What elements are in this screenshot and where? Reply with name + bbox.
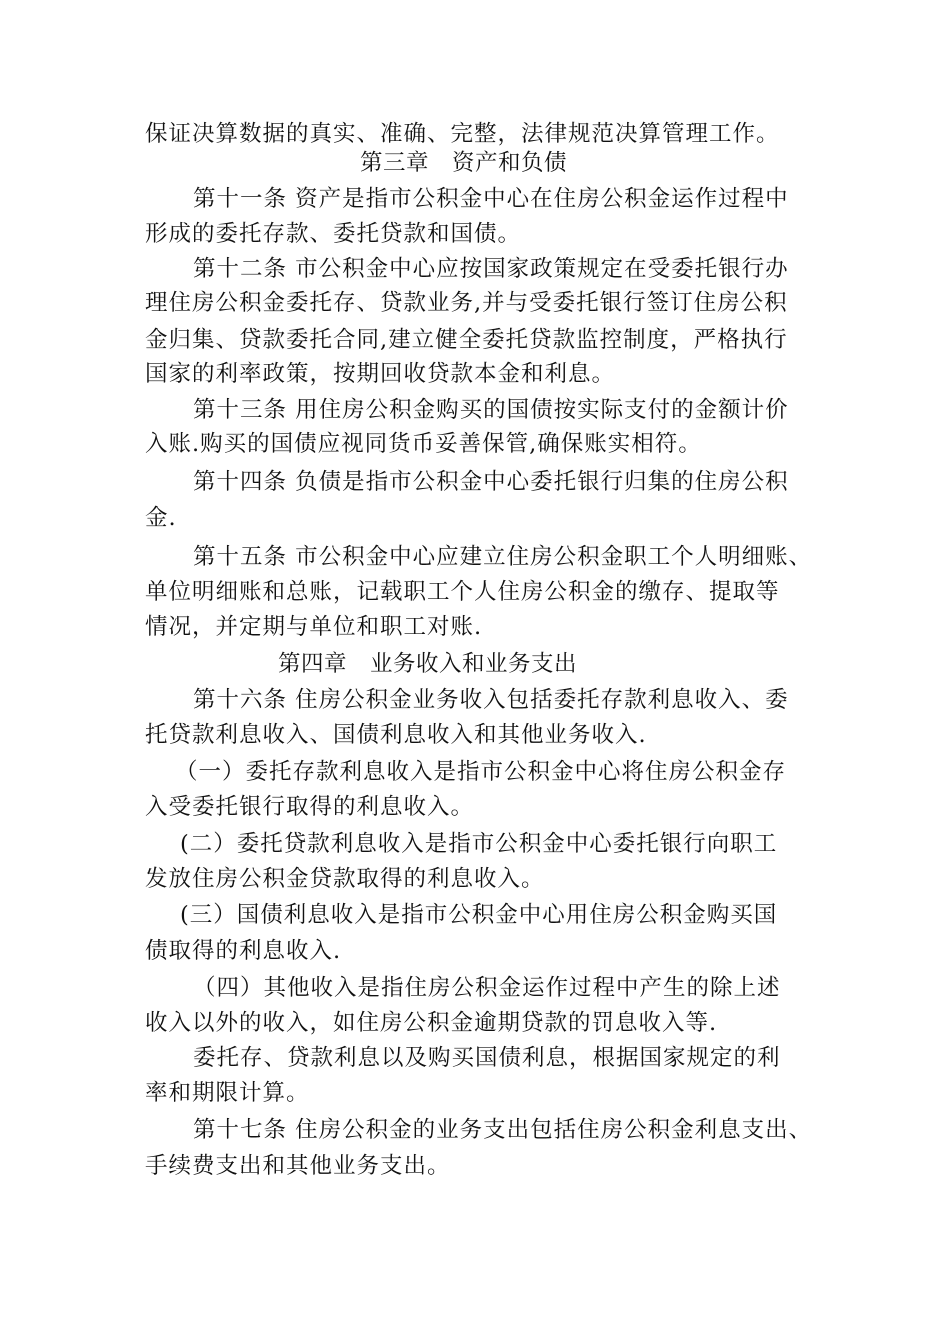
text-line: 托贷款利息收入、国债利息收入和其他业务收入. bbox=[145, 722, 647, 748]
text-line: 国家的利率政策，按期回收贷款本金和利息。 bbox=[145, 361, 616, 387]
text-line: 发放住房公积金贷款取得的利息收入。 bbox=[145, 866, 545, 892]
list-item-line: （一）委托存款利息收入是指市公积金中心将住房公积金存 bbox=[175, 759, 787, 785]
text-line: 债取得的利息收入. bbox=[145, 938, 342, 964]
list-item-line: （四）其他收入是指住房公积金运作过程中产生的除上述 bbox=[193, 975, 781, 1001]
text-line: 情况，并定期与单位和职工对账. bbox=[145, 614, 483, 640]
text-line: 金. bbox=[145, 505, 177, 531]
article-line: 第十五条 市公积金中心应建立住房公积金职工个人明细账、 bbox=[193, 544, 813, 570]
article-line: 第十四条 负债是指市公积金中心委托银行归集的住房公积 bbox=[193, 469, 789, 495]
text-line: 单位明细账和总账，记载职工个人住房公积金的缴存、提取等 bbox=[145, 579, 780, 605]
article-line: 第十七条 住房公积金的业务支出包括住房公积金利息支出、 bbox=[193, 1117, 813, 1143]
article-line: 第十一条 资产是指市公积金中心在住房公积金运作过程中 bbox=[193, 186, 789, 212]
article-line: 第十二条 市公积金中心应按国家政策规定在受委托银行办 bbox=[193, 256, 789, 282]
text-line: 入受委托银行取得的利息收入。 bbox=[145, 794, 475, 820]
article-line: 第十六条 住房公积金业务收入包括委托存款利息收入、委 bbox=[193, 687, 789, 713]
text-line: 金归集、贷款委托合同,建立健全委托贷款监控制度，严格执行 bbox=[145, 327, 788, 353]
text-line: 形成的委托存款、委托贷款和国债。 bbox=[145, 221, 522, 247]
text-line: 率和期限计算。 bbox=[145, 1080, 310, 1106]
text-line: 保证决算数据的真实、准确、完整，法律规范决算管理工作。 bbox=[145, 121, 780, 147]
list-item-line: (二）委托贷款利息收入是指市公积金中心委托银行向职工 bbox=[180, 831, 778, 857]
article-line: 第十三条 用住房公积金购买的国债按实际支付的金额计价 bbox=[193, 397, 789, 423]
text-line: 收入以外的收入，如住房公积金逾期贷款的罚息收入等. bbox=[145, 1010, 718, 1036]
chapter-heading: 第四章 业务收入和业务支出 bbox=[278, 651, 578, 677]
paragraph-line: 委托存、贷款利息以及购买国债利息，根据国家规定的利 bbox=[193, 1045, 781, 1071]
text-line: 理住房公积金委托存、贷款业务,并与受委托银行签订住房公积 bbox=[145, 290, 788, 316]
text-line: 入账.购买的国债应视同货币妥善保管,确保账实相符。 bbox=[145, 431, 702, 457]
text-line: 手续费支出和其他业务支出。 bbox=[145, 1153, 451, 1179]
list-item-line: (三）国债利息收入是指市公积金中心用住房公积金购买国 bbox=[180, 902, 778, 928]
chapter-heading: 第三章 资产和负债 bbox=[360, 150, 568, 176]
